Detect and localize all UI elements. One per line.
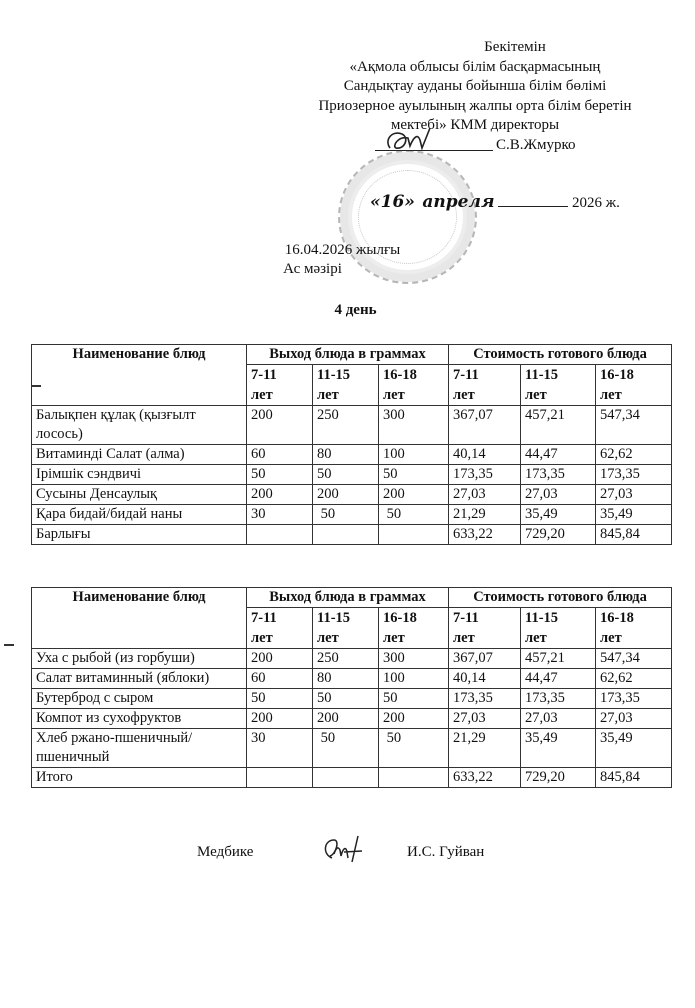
age-header: 7-11 лет <box>247 365 313 406</box>
weight-7-11: 200 <box>247 649 313 669</box>
menu-date-line <box>0 242 695 259</box>
cost-11-15: 457,21 <box>521 649 596 669</box>
weight-7-11: 200 <box>247 709 313 729</box>
dish-name: Қара бидай/бидай наны <box>32 505 247 525</box>
table-row <box>32 485 672 505</box>
age-header: 7-11 лет <box>449 608 521 649</box>
age-header: 11-15 лет <box>313 608 379 649</box>
table-row <box>32 729 672 768</box>
day-label-line <box>0 302 695 319</box>
director-name: С.В.Жмурко <box>496 136 576 153</box>
table-header-row <box>32 345 672 365</box>
approval-block <box>290 38 660 156</box>
weight-16-18: 200 <box>379 709 449 729</box>
dish-name: Ірімшік сэндвичі <box>32 465 247 485</box>
table-row <box>32 505 672 525</box>
table-total-row <box>32 768 672 788</box>
weight-16-18: 300 <box>379 406 449 445</box>
cost-11-15: 35,49 <box>521 729 596 768</box>
menu-table-kazakh <box>31 344 672 545</box>
cost-7-11: 173,35 <box>449 465 521 485</box>
cost-11-15: 44,47 <box>521 445 596 465</box>
weight-11-15: 50 <box>313 465 379 485</box>
cost-16-18: 547,34 <box>596 406 672 445</box>
approval-line-1: «Ақмола облысы білім басқармасының <box>349 58 601 75</box>
approval-date <box>370 192 620 212</box>
age-header: 16-18 лет <box>379 365 449 406</box>
total-label: Итого <box>32 768 247 788</box>
dish-name: Витаминді Салат (алма) <box>32 445 247 465</box>
cost-11-15: 35,49 <box>521 505 596 525</box>
dish-name: Хлеб ржано-пшеничный/пшеничный <box>32 729 247 768</box>
age-header: 11-15 лет <box>521 608 596 649</box>
nurse-role: Медбике <box>197 844 254 860</box>
dish-name: Балықпен құлақ (қызғылт лосось) <box>32 406 247 445</box>
weight-7-11 <box>247 525 313 545</box>
header-dish-cost: Стоимость готового блюда <box>449 588 672 608</box>
cost-11-15: 44,47 <box>521 669 596 689</box>
cost-16-18: 547,34 <box>596 649 672 669</box>
cost-11-15: 457,21 <box>521 406 596 445</box>
cost-7-11: 367,07 <box>449 649 521 669</box>
date-day: «16» <box>370 192 415 212</box>
weight-11-15: 200 <box>313 709 379 729</box>
weight-7-11 <box>247 768 313 788</box>
weight-16-18 <box>379 768 449 788</box>
weight-11-15 <box>313 768 379 788</box>
age-header: 11-15 лет <box>521 365 596 406</box>
cost-7-11: 40,14 <box>449 669 521 689</box>
cost-16-18: 35,49 <box>596 505 672 525</box>
table-header-row <box>32 588 672 608</box>
weight-11-15: 250 <box>313 649 379 669</box>
nurse-name: И.С. Гуйван <box>407 844 485 860</box>
scan-mark <box>4 644 14 646</box>
weight-16-18: 50 <box>379 689 449 709</box>
day-label-text: 4 день <box>334 302 377 318</box>
header-dish-name: Наименование блюд <box>32 588 247 649</box>
table-row <box>32 406 672 445</box>
header-portion-weight: Выход блюда в граммах <box>247 588 449 608</box>
weight-11-15: 80 <box>313 445 379 465</box>
header-dish-name: Наименование блюд <box>32 345 247 406</box>
cost-16-18: 62,62 <box>596 669 672 689</box>
table-row <box>32 669 672 689</box>
weight-7-11: 60 <box>247 445 313 465</box>
weight-16-18: 50 <box>379 505 449 525</box>
cost-16-18: 27,03 <box>596 485 672 505</box>
weight-11-15: 50 <box>313 689 379 709</box>
table-total-row <box>32 525 672 545</box>
approval-line-3: Приозерное ауылының жалпы орта білім беретін <box>318 97 632 114</box>
menu-label-text: Ас мәзірі <box>283 261 342 277</box>
header-dish-cost: Стоимость готового блюда <box>449 345 672 365</box>
weight-16-18: 100 <box>379 445 449 465</box>
menu-date-text: 16.04.2026 жылғы <box>284 242 401 258</box>
date-underline <box>498 206 568 207</box>
weight-16-18: 50 <box>379 729 449 768</box>
weight-11-15 <box>313 525 379 545</box>
weight-7-11: 50 <box>247 689 313 709</box>
cost-7-11: 27,03 <box>449 709 521 729</box>
table-row <box>32 709 672 729</box>
dish-name: Компот из сухофруктов <box>32 709 247 729</box>
weight-11-15: 250 <box>313 406 379 445</box>
approval-line-2: Сандықтау ауданы бойынша білім бөлімі <box>343 78 607 94</box>
total-cost-7-11: 633,22 <box>449 768 521 788</box>
age-header: 16-18 лет <box>596 608 672 649</box>
cost-16-18: 35,49 <box>596 729 672 768</box>
age-header: 16-18 лет <box>596 365 672 406</box>
cost-7-11: 367,07 <box>449 406 521 445</box>
age-header: 16-18 лет <box>379 608 449 649</box>
dish-name: Салат витаминный (яблоки) <box>32 669 247 689</box>
director-signature-row <box>290 136 660 156</box>
weight-7-11: 30 <box>247 729 313 768</box>
age-header: 7-11 лет <box>449 365 521 406</box>
cost-7-11: 21,29 <box>449 729 521 768</box>
total-label: Барлығы <box>32 525 247 545</box>
cost-11-15: 173,35 <box>521 689 596 709</box>
weight-16-18 <box>379 525 449 545</box>
menu-table-russian <box>31 587 672 788</box>
dish-name: Бутерброд с сыром <box>32 689 247 709</box>
table-row <box>32 649 672 669</box>
cost-7-11: 40,14 <box>449 445 521 465</box>
cost-11-15: 173,35 <box>521 465 596 485</box>
total-cost-11-15: 729,20 <box>521 768 596 788</box>
cost-11-15: 27,03 <box>521 709 596 729</box>
cost-16-18: 62,62 <box>596 445 672 465</box>
cost-7-11: 21,29 <box>449 505 521 525</box>
approval-heading: Бекітемін <box>484 39 546 55</box>
total-cost-7-11: 633,22 <box>449 525 521 545</box>
cost-16-18: 173,35 <box>596 465 672 485</box>
total-cost-11-15: 729,20 <box>521 525 596 545</box>
cost-7-11: 173,35 <box>449 689 521 709</box>
weight-7-11: 200 <box>247 406 313 445</box>
menu-label-line <box>0 261 695 278</box>
weight-7-11: 50 <box>247 465 313 485</box>
cost-7-11: 27,03 <box>449 485 521 505</box>
table-row <box>32 445 672 465</box>
table-row <box>32 689 672 709</box>
dish-name: Уха с рыбой (из горбуши) <box>32 649 247 669</box>
approval-line-4: мектебі» КММ директоры <box>390 117 560 133</box>
nurse-signature-icon <box>318 834 366 866</box>
weight-16-18: 300 <box>379 649 449 669</box>
weight-16-18: 100 <box>379 669 449 689</box>
cost-11-15: 27,03 <box>521 485 596 505</box>
weight-7-11: 60 <box>247 669 313 689</box>
weight-7-11: 30 <box>247 505 313 525</box>
cost-16-18: 27,03 <box>596 709 672 729</box>
dish-name: Сусыны Денсаулық <box>32 485 247 505</box>
cost-16-18: 173,35 <box>596 689 672 709</box>
weight-11-15: 80 <box>313 669 379 689</box>
weight-11-15: 50 <box>313 505 379 525</box>
date-month: апреля <box>422 192 495 212</box>
age-header: 11-15 лет <box>313 365 379 406</box>
weight-16-18: 50 <box>379 465 449 485</box>
weight-7-11: 200 <box>247 485 313 505</box>
total-cost-16-18: 845,84 <box>596 768 672 788</box>
weight-11-15: 200 <box>313 485 379 505</box>
header-portion-weight: Выход блюда в граммах <box>247 345 449 365</box>
total-cost-16-18: 845,84 <box>596 525 672 545</box>
table-row <box>32 465 672 485</box>
age-header: 7-11 лет <box>247 608 313 649</box>
date-year: 2026 ж. <box>571 195 620 211</box>
weight-16-18: 200 <box>379 485 449 505</box>
weight-11-15: 50 <box>313 729 379 768</box>
